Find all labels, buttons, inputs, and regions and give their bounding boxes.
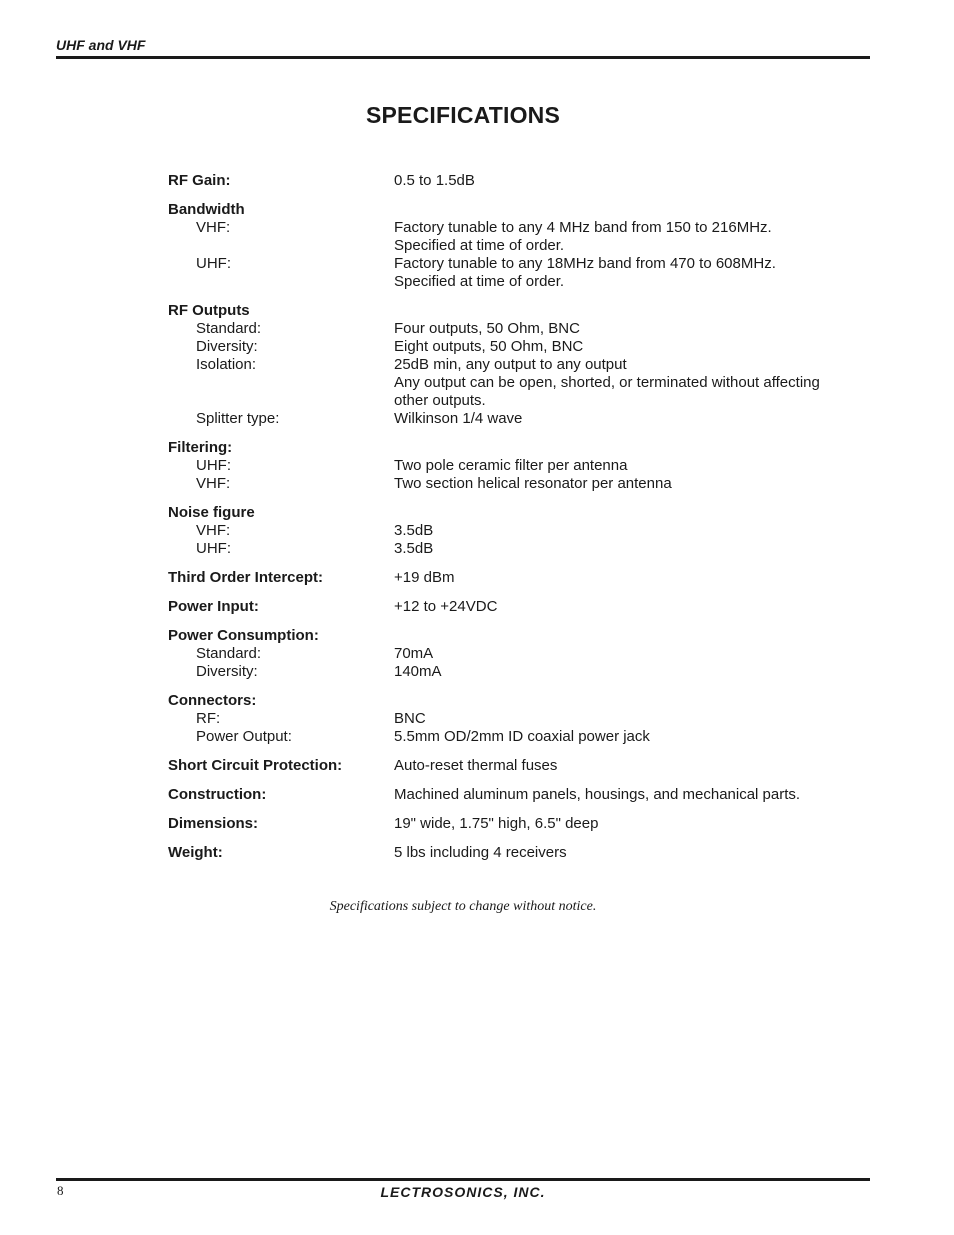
spec-label: Power Input: — [168, 598, 259, 615]
spec-sub-row — [168, 645, 868, 663]
spec-value: 0.5 to 1.5dB — [394, 172, 475, 189]
spec-sub-value: Specified at time of order. — [394, 237, 565, 254]
spec-sub-label: Diversity: — [196, 663, 258, 680]
spec-heading-row — [168, 598, 868, 616]
spec-sub-label: UHF: — [196, 457, 231, 474]
spec-sub-label: Diversity: — [196, 338, 258, 355]
spec-sub-value: 140mA — [394, 663, 442, 680]
spec-heading-row — [168, 786, 868, 804]
spec-heading-row — [168, 815, 868, 833]
spec-sub-row — [168, 457, 868, 475]
spec-heading-row — [168, 172, 868, 190]
spec-sub-label: UHF: — [196, 540, 231, 557]
spec-sub-value: Two pole ceramic filter per antenna — [394, 457, 628, 474]
spec-heading-row — [168, 569, 868, 587]
spec-label: Weight: — [168, 844, 223, 861]
spec-sub-row — [168, 374, 868, 392]
spec-group — [168, 757, 868, 775]
spec-sub-row — [168, 663, 868, 681]
spec-label: Construction: — [168, 786, 267, 803]
spec-heading-row — [168, 757, 868, 775]
spec-label: Short Circuit Protection: — [168, 757, 343, 774]
spec-sub-label — [168, 374, 394, 392]
spec-label: RF Outputs — [168, 302, 250, 319]
spec-group — [168, 569, 868, 587]
spec-sub-value: 70mA — [394, 645, 434, 662]
spec-group — [168, 815, 868, 833]
spec-sub-row — [168, 728, 868, 746]
spec-sub-row — [168, 255, 868, 273]
spec-group — [168, 504, 868, 558]
running-header: UHF and VHF — [56, 37, 146, 53]
spec-sub-value: BNC — [394, 710, 426, 727]
spec-sub-row — [168, 475, 868, 493]
spec-heading-row — [168, 302, 868, 320]
spec-group — [168, 844, 868, 862]
spec-value — [394, 504, 868, 522]
spec-value: Auto-reset thermal fuses — [394, 757, 558, 774]
footer-brand: LECTROSONICS, INC. — [380, 1184, 546, 1200]
spec-label: Dimensions: — [168, 815, 259, 832]
spec-label: Connectors: — [168, 692, 257, 709]
spec-sub-label: VHF: — [196, 219, 231, 236]
spec-sub-label — [168, 273, 394, 291]
spec-heading-row — [168, 844, 868, 862]
spec-value — [394, 201, 868, 219]
spec-sub-value: Factory tunable to any 18MHz band from 470 to 608MHz. — [394, 255, 776, 272]
spec-sub-row — [168, 392, 868, 410]
spec-value: 19" wide, 1.75" high, 6.5" deep — [394, 815, 599, 832]
spec-value: +19 dBm — [394, 569, 455, 586]
spec-sub-value: Specified at time of order. — [394, 273, 565, 290]
spec-label: RF Gain: — [168, 172, 231, 189]
spec-heading-row — [168, 692, 868, 710]
page-title: SPECIFICATIONS — [365, 102, 561, 128]
spec-sub-row — [168, 356, 868, 374]
spec-label: Power Consumption: — [168, 627, 319, 644]
spec-heading-row — [168, 201, 868, 219]
spec-value: +12 to +24VDC — [394, 598, 498, 615]
spec-sub-row — [168, 320, 868, 338]
spec-sub-row — [168, 237, 868, 255]
spec-group — [168, 786, 868, 804]
footer-rule — [56, 1178, 870, 1181]
spec-sub-value: 5.5mm OD/2mm ID coaxial power jack — [394, 728, 650, 745]
spec-sub-row — [168, 710, 868, 728]
spec-sub-value: 3.5dB — [394, 522, 434, 539]
spec-heading-row — [168, 504, 868, 522]
spec-sub-row — [168, 273, 868, 291]
spec-label: Third Order Intercept: — [168, 569, 324, 586]
spec-sub-label: RF: — [196, 710, 221, 727]
spec-sub-value: Two section helical resonator per antenna — [394, 475, 672, 492]
spec-sub-row — [168, 219, 868, 237]
spec-group — [168, 439, 868, 493]
spec-group — [168, 692, 868, 746]
spec-value: Machined aluminum panels, housings, and mechanical parts. — [394, 786, 801, 803]
spec-sub-label: Standard: — [196, 320, 262, 337]
disclaimer-note: Specifications subject to change without notice. — [329, 899, 597, 914]
spec-heading-row — [168, 627, 868, 645]
spec-label: Filtering: — [168, 439, 233, 456]
spec-value — [394, 439, 868, 457]
spec-value — [394, 302, 868, 320]
spec-sub-value: Wilkinson 1/4 wave — [394, 410, 523, 427]
spec-sub-label — [168, 237, 394, 255]
spec-sub-row — [168, 540, 868, 558]
spec-group — [168, 627, 868, 681]
spec-label: Noise figure — [168, 504, 255, 521]
spec-group — [168, 172, 868, 190]
specifications-list — [168, 172, 868, 873]
spec-sub-label: Isolation: — [196, 356, 257, 373]
spec-group — [168, 201, 868, 291]
spec-label: Bandwidth — [168, 201, 245, 218]
spec-sub-value: 25dB min, any output to any output — [394, 356, 627, 373]
spec-sub-value: Four outputs, 50 Ohm, BNC — [394, 320, 580, 337]
header-rule — [56, 56, 870, 59]
spec-sub-label: Power Output: — [196, 728, 292, 745]
spec-sub-value: Eight outputs, 50 Ohm, BNC — [394, 338, 584, 355]
spec-sub-label: Standard: — [196, 645, 262, 662]
spec-sub-row — [168, 338, 868, 356]
spec-sub-label: VHF: — [196, 475, 231, 492]
page-number: 8 — [57, 1183, 64, 1198]
spec-sub-row — [168, 410, 868, 428]
spec-group — [168, 302, 868, 428]
spec-sub-label: UHF: — [196, 255, 231, 272]
spec-value — [394, 627, 868, 645]
spec-sub-label — [168, 392, 394, 410]
spec-sub-value: 3.5dB — [394, 540, 434, 557]
spec-sub-value: Factory tunable to any 4 MHz band from 150 to 216MHz. — [394, 219, 772, 236]
spec-sub-value: other outputs. — [394, 392, 486, 409]
spec-heading-row — [168, 439, 868, 457]
spec-group — [168, 598, 868, 616]
spec-value: 5 lbs including 4 receivers — [394, 844, 567, 861]
spec-sub-value: Any output can be open, shorted, or terminated without affecting — [394, 374, 820, 391]
spec-sub-label: Splitter type: — [196, 410, 280, 427]
spec-sub-row — [168, 522, 868, 540]
spec-sub-label: VHF: — [196, 522, 231, 539]
spec-value — [394, 692, 868, 710]
